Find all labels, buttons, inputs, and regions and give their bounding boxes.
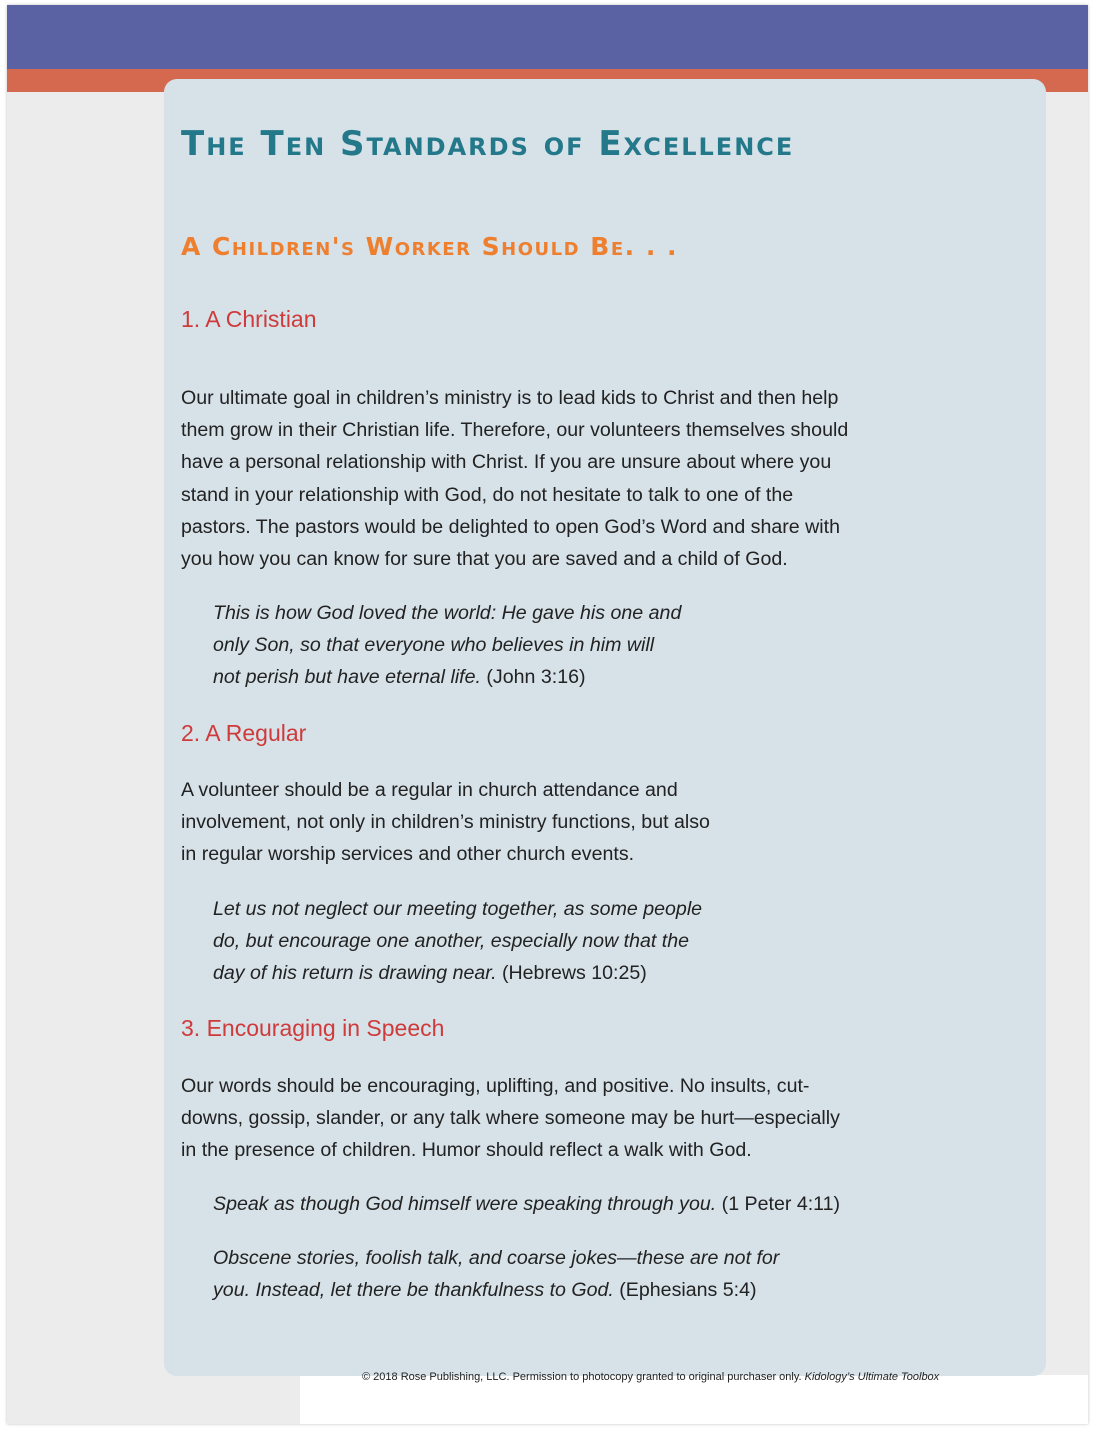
quote-line: only Son, so that everyone who believes in him will xyxy=(213,634,655,657)
quote-line: Obscene stories, foolish talk, and coarse jokes—these are not for xyxy=(213,1247,780,1269)
scripture-reference: (1 Peter 4:11) xyxy=(716,1193,841,1215)
copyright-text: © 2018 Rose Publishing, LLC. Permission to photocopy granted to original purchaser only. xyxy=(362,1371,805,1383)
page-title: The Ten Standards of Excellence xyxy=(181,124,795,164)
section-heading-regular: 2. A Regular xyxy=(181,720,307,746)
body-line: in regular worship services and other church events. xyxy=(181,843,635,866)
body-line: you how you can know for sure that you are saved and a child of God. xyxy=(181,548,788,571)
scripture-quote-john xyxy=(213,597,681,694)
quote-line: day of his return is drawing near. (Hebrews 10:25) xyxy=(213,962,647,985)
header-band-blue xyxy=(7,5,1088,69)
scripture-quote-ephesians xyxy=(213,1242,779,1306)
body-line: have a personal relationship with Christ. If you are unsure about where you xyxy=(181,451,832,474)
quote-line: This is how God loved the world: He gave his one and xyxy=(213,602,682,624)
scripture-reference: (Hebrews 10:25) xyxy=(496,962,647,985)
scripture-quote-peter xyxy=(213,1188,840,1220)
body-line: A volunteer should be a regular in church attendance and xyxy=(181,779,678,801)
body-line: in the presence of children. Humor should reflect a walk with God. xyxy=(181,1139,752,1162)
scripture-reference: (John 3:16) xyxy=(480,666,586,689)
quote-line: Speak as though God himself were speaking through you. (1 Peter 4:11) xyxy=(213,1193,841,1215)
quote-line: Let us not neglect our meeting together, as some people xyxy=(213,898,703,920)
quote-line: not perish but have eternal life. (John 3:16) xyxy=(213,666,586,689)
section-heading-christian: 1. A Christian xyxy=(181,306,317,332)
body-line: downs, gossip, slander, or any talk where someone may be hurt—especially xyxy=(181,1107,840,1130)
book-title: Kidology’s Ultimate Toolbox xyxy=(804,1371,940,1383)
body-line: Our words should be encouraging, uplifting, and positive. No insults, cut- xyxy=(181,1075,810,1097)
body-line: stand in your relationship with God, do not hesitate to talk to one of the xyxy=(181,483,794,506)
page-subtitle: A Children's Worker Should Be. . . xyxy=(181,232,679,261)
section-heading-speech: 3. Encouraging in Speech xyxy=(181,1015,445,1041)
body-line: involvement, not only in children’s ministry functions, but also xyxy=(181,811,710,834)
section-body-christian xyxy=(181,382,848,575)
scripture-quote-hebrews xyxy=(213,893,702,990)
body-line: pastors. The pastors would be delighted to open God’s Word and share with xyxy=(181,515,840,538)
section-body-regular xyxy=(181,774,710,871)
body-line: them grow in their Christian life. Therefore, our volunteers themselves should xyxy=(181,419,849,442)
copyright-footer xyxy=(362,1371,939,1383)
quote-line: you. Instead, let there be thankfulness to God. (Ephesians 5:4) xyxy=(213,1279,757,1302)
quote-line: do, but encourage one another, especially now that the xyxy=(213,930,690,953)
section-body-speech xyxy=(181,1070,840,1167)
body-line: Our ultimate goal in children’s ministry is to lead kids to Christ and then help xyxy=(181,387,839,409)
scripture-reference: (Ephesians 5:4) xyxy=(613,1279,757,1302)
